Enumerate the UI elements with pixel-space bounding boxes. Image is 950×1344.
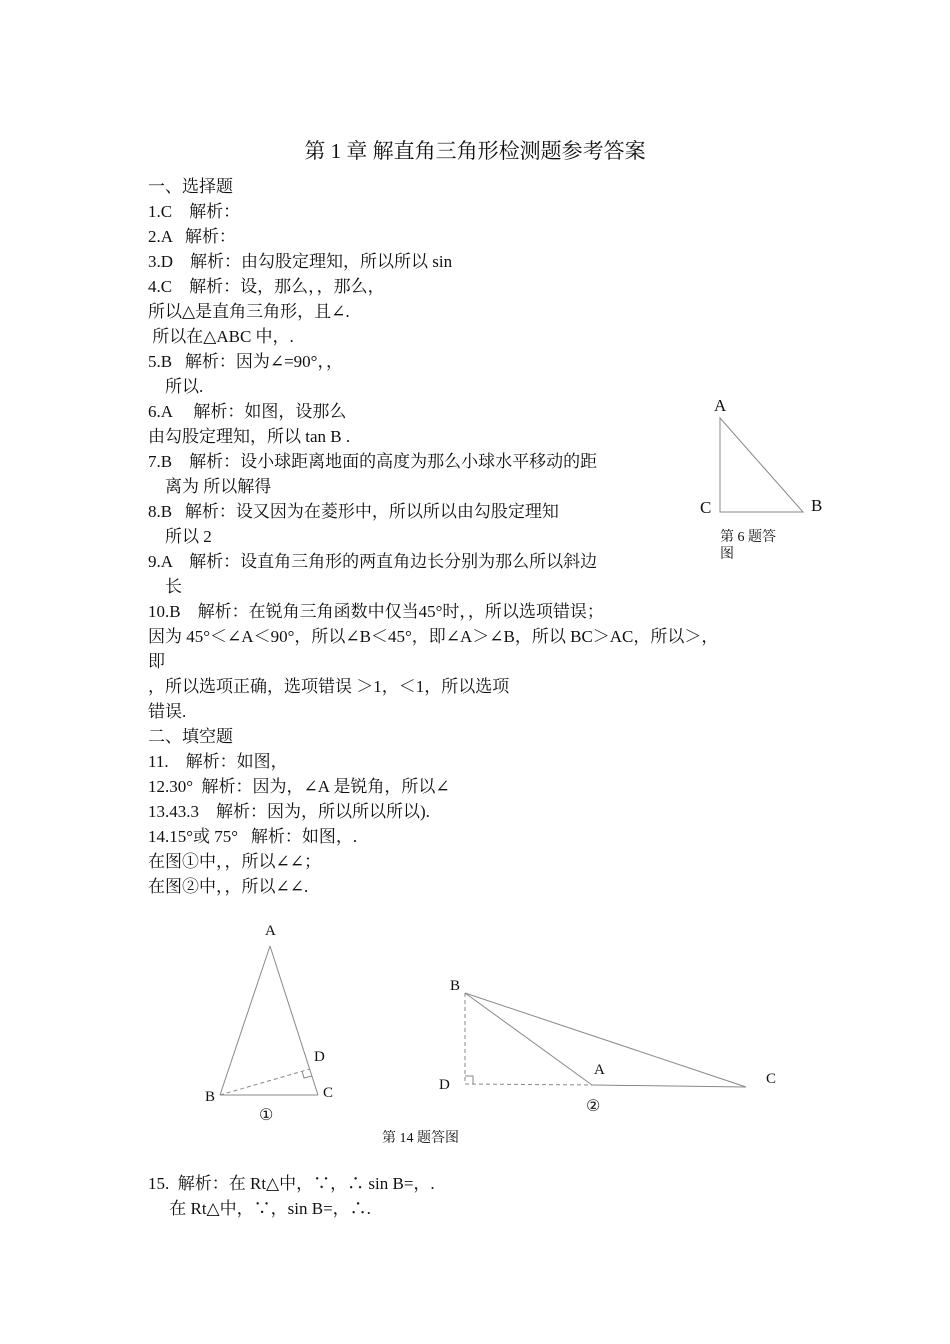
answer-line: 1.C 解析： [148, 202, 241, 221]
answer-line: 9.A 解析：设直角三角形的两直角边长分别为那么所以斜边 [148, 552, 598, 571]
answer-line: 离为 所以解得 [148, 477, 272, 496]
section-heading-fill: 二、填空题 [148, 727, 233, 746]
answer-line: 15. 解析：在 Rt△中，∵，∴ sin B=，. [148, 1174, 435, 1193]
answer-line: 长 [148, 577, 182, 596]
fig6-label-a: A [714, 396, 727, 415]
answer-line: 6.A 解析：如图，设那么 [148, 402, 347, 421]
answer-line: 2.A 解析： [148, 227, 236, 246]
fig14-t2-label-b: B [450, 978, 461, 994]
answer-line: 所以△是直角三角形，且∠. [148, 302, 350, 321]
answer-line: 10.B 解析：在锐角三角函数中仅当45°时，，所以选项错误； [148, 602, 604, 621]
answer-line: 在 Rt△中，∵，sin B=，∴. [148, 1199, 371, 1218]
answer-line: 因为 45°＜∠A＜90°，所以∠B＜45°，即∠A＞∠B，所以 BC＞AC，所以＞， [148, 627, 719, 646]
fig14-caption: 第 14 题答图 [382, 1131, 459, 1146]
fig14-t1-label-b: B [205, 1089, 216, 1105]
answer-line: 在图②中，，所以∠∠. [148, 877, 309, 896]
fig14-t1-label-d: D [314, 1049, 325, 1065]
fig6-caption-cont: 图 [720, 547, 734, 562]
fig6-caption: 第 6 题答 [720, 530, 776, 545]
answer-line: 4.C 解析：设，那么，，那么， [148, 277, 385, 296]
answer-line: 在图①中，，所以∠∠； [148, 852, 321, 871]
fig6-label-c: C [700, 498, 712, 517]
answer-line: 3.D 解析：由勾股定理知，所以所以 sin [148, 252, 453, 271]
page-title: 第 1 章 解直角三角形检测题参考答案 [304, 139, 646, 163]
answer-line: 5.B 解析：因为∠=90°，， [148, 352, 343, 371]
fig14-t2-label-d: D [439, 1077, 450, 1093]
answer-line: 即 [148, 652, 165, 671]
fig14-t2-number: ② [586, 1098, 601, 1115]
answer-line: 所以. [148, 377, 204, 396]
answer-line: 错误. [148, 702, 187, 721]
fig14-t1-label-c: C [323, 1085, 334, 1101]
answer-line: 7.B 解析：设小球距离地面的高度为那么小球水平移动的距 [148, 452, 598, 471]
fig14-triangle-1 [220, 946, 318, 1095]
answer-line: 12.30° 解析：因为，∠A 是锐角，所以∠ [148, 777, 450, 796]
answer-line: ，所以选项正确，选项错误 ＞1，＜1，所以选项 [148, 677, 510, 696]
answer-line: 所以 2 [148, 527, 212, 546]
fig6-label-b: B [811, 496, 823, 515]
fig14-t1-number: ① [259, 1107, 274, 1124]
answer-line: 13.43.3 解析：因为，所以所以所以). [148, 802, 430, 821]
answer-line: 由勾股定理知，所以 tan B . [148, 427, 351, 446]
section-heading-choice: 一、选择题 [148, 177, 233, 196]
fig14-t2-label-c: C [766, 1071, 777, 1087]
answer-line: 所以在△ABC 中，. [148, 327, 294, 346]
answer-line: 14.15°或 75° 解析：如图，. [148, 827, 358, 846]
fig14-triangle-2 [465, 993, 746, 1087]
answer-line: 11. 解析：如图， [148, 752, 288, 771]
fig14-t1-label-a: A [265, 923, 276, 939]
fig14-t2-label-a: A [594, 1062, 605, 1078]
answer-line: 8.B 解析：设又因为在菱形中，所以所以由勾股定理知 [148, 502, 559, 521]
